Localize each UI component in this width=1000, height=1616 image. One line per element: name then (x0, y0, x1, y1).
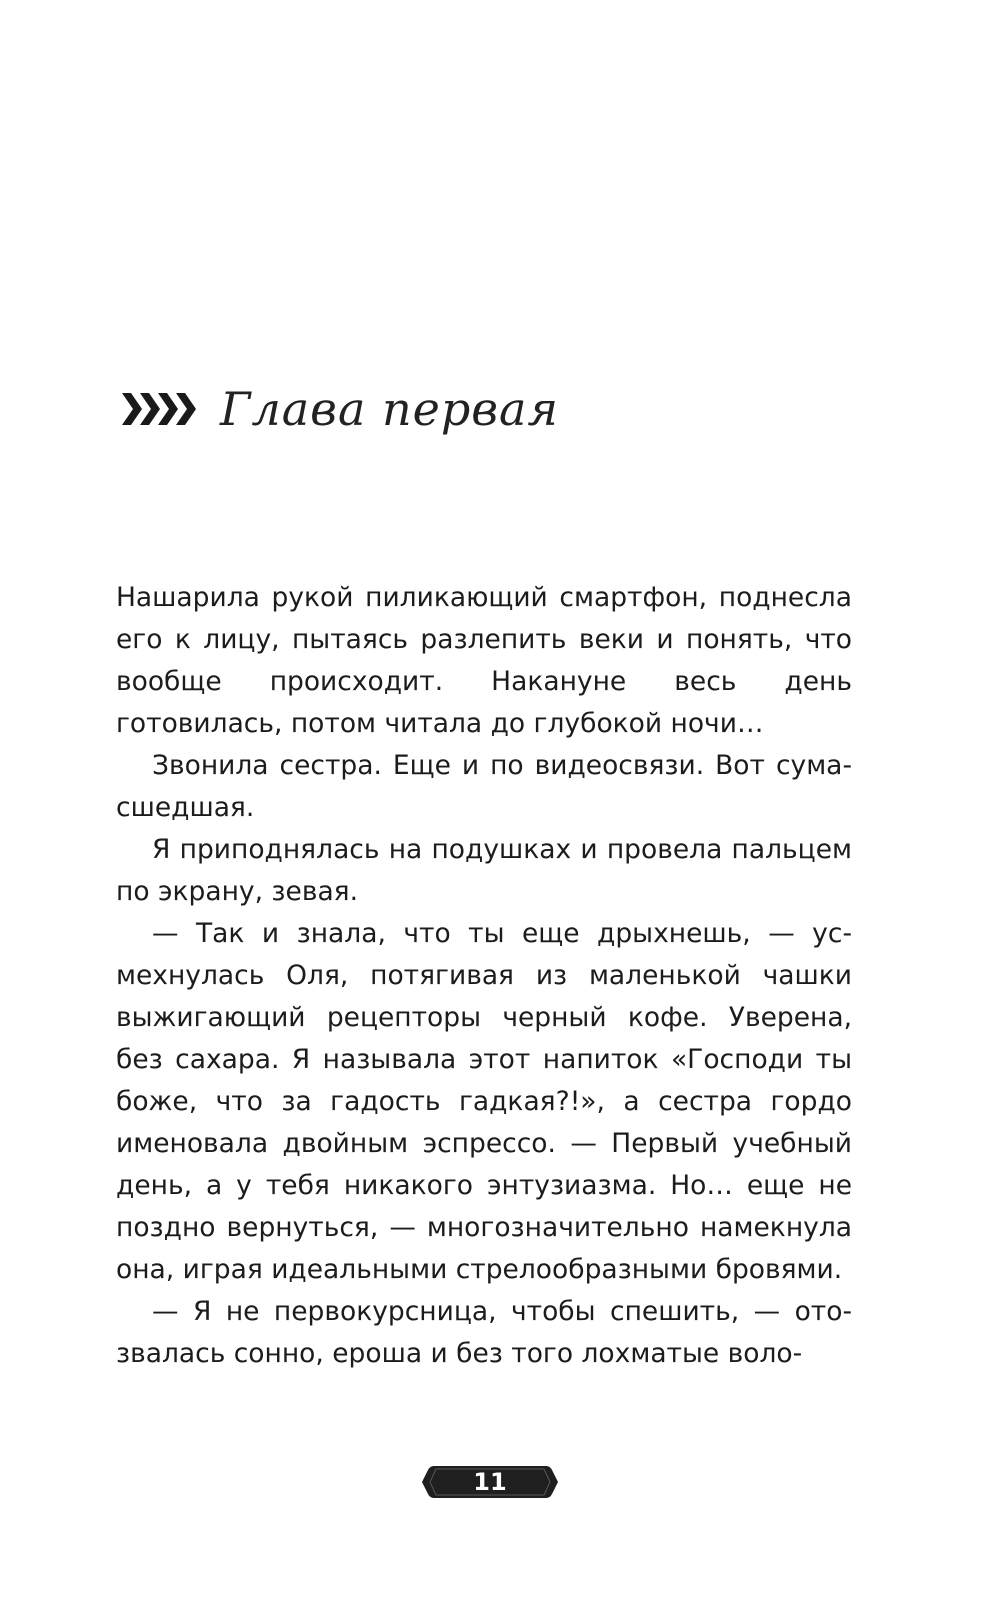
paragraph: — Так и знала, что ты еще дрыхнешь, — усмехнулась Оля, потягивая из маленькой чашки выжигающий рецепторы черный кофе. Уверена, без сахара. Я называла этот напиток «Господи ты боже, что за гадость гадкая?!», а сестра гордо именовала двойным эспрессо. — Первый учебный день, а у тебя никакого энтузиазма. Но… еще не поздно вернуться, — многозначительно намекнула она, играя идеальными стрелообразными бровями. (116, 918, 852, 1285)
chapter-heading (122, 374, 559, 444)
chevrons-icon (122, 391, 202, 427)
page-number-badge (420, 1462, 560, 1502)
paragraph: Я приподнялась на подушках и провела пальцем по экрану, зевая. (116, 834, 852, 907)
paragraph: Звонила сестра. Еще и по видеосвязи. Вот сумасшедшая. (116, 750, 852, 823)
page-number: 11 (473, 1468, 507, 1496)
paragraph: — Я не первокурсница, чтобы спешить, — отозвалась сонно, ероша и без того лохматые воло- (116, 1296, 852, 1369)
chapter-title: Глава первая (220, 382, 559, 436)
paragraph: Нашарила рукой пиликающий смартфон, поднесла его к лицу, пытаясь разлепить веки и понять, что вообще происходит. Накануне весь день готовилась, потом читала до глубокой ночи… (116, 582, 852, 739)
body-text (116, 577, 852, 1375)
